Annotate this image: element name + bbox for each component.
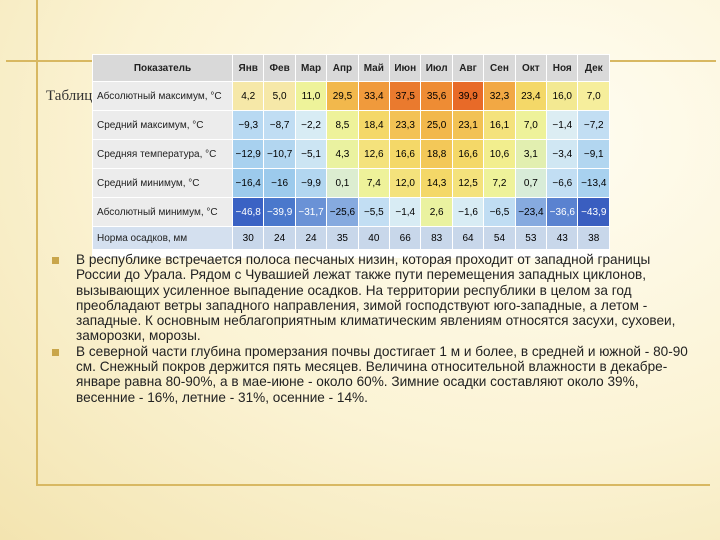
table-cell: −36,6 (547, 198, 578, 227)
table-cell: 7,4 (358, 169, 389, 198)
table-cell: −43,9 (578, 198, 610, 227)
table-cell: 16,0 (547, 82, 578, 111)
header-month: Окт (515, 55, 546, 82)
table-cell: 83 (421, 227, 452, 250)
header-month: Июн (390, 55, 421, 82)
table-cell: −5,1 (295, 140, 326, 169)
table-cell: 53 (515, 227, 546, 250)
bullet-marker (52, 349, 59, 356)
header-month: Ноя (547, 55, 578, 82)
table-cell: 35 (327, 227, 358, 250)
row-label: Средний минимум, °C (93, 169, 233, 198)
table-cell: −23,4 (515, 198, 546, 227)
header-month: Фев (264, 55, 295, 82)
table-row (93, 82, 610, 111)
bullet-text: В республике встречается полоса песчаных низин, которая проходит от западной границы России до Урала. Рядом с Чувашией лежат также пути перемещения западных циклонов, вызывающих усиленное выпадение осадков. На территории республики в целом за год преобладают ветры западного направления, зимой господствуют юго-западные, а летом - западные. К основным неблагоприятным климатическим явлениям относятся засухи, суховеи, заморозки, морозы. (76, 252, 676, 344)
table-cell: −1,4 (390, 198, 421, 227)
bullet-marker (52, 257, 59, 264)
table-row (93, 227, 610, 250)
table-cell: 16,6 (452, 140, 483, 169)
bullet-text: В северной части глубина промерзания почвы достигает 1 м и более, в средней и южной - 80-90 см. Снежный покров держится пять месяцев. Величина относительной влажности в декабре-январе равна 80-90%, а в мае-июне - около 60%. Зимние осадки составляют около 39%, весенние - 16%, летние - 31%, осенние - 14%. (76, 343, 688, 405)
table-cell: 66 (390, 227, 421, 250)
header-month: Янв (233, 55, 264, 82)
table-cell: −3,4 (547, 140, 578, 169)
table-cell: 12,5 (452, 169, 483, 198)
table-cell: 29,5 (327, 82, 358, 111)
table-cell: −9,9 (295, 169, 326, 198)
table-cell: 0,1 (327, 169, 358, 198)
header-indicator: Показатель (93, 55, 233, 82)
table-cell: −12,9 (233, 140, 264, 169)
table-cell: −6,5 (484, 198, 515, 227)
table-cell: 11,0 (295, 82, 326, 111)
table-cell: 30 (233, 227, 264, 250)
table-cell: 14,3 (421, 169, 452, 198)
table-cell: 5,0 (264, 82, 295, 111)
table-cell: 35,6 (421, 82, 452, 111)
table-cell: 40 (358, 227, 389, 250)
table-cell: 4,2 (233, 82, 264, 111)
table-cell: 12,6 (358, 140, 389, 169)
table-cell: 25,0 (421, 111, 452, 140)
table-cell: 18,8 (421, 140, 452, 169)
table-cell: −7,2 (578, 111, 610, 140)
header-month: Авг (452, 55, 483, 82)
table-cell: 16,6 (390, 140, 421, 169)
table-header-row (93, 55, 610, 82)
table-cell: 38 (578, 227, 610, 250)
row-label: Норма осадков, мм (93, 227, 233, 250)
table-cell: −10,7 (264, 140, 295, 169)
table-row (93, 169, 610, 198)
table-cell: 33,4 (358, 82, 389, 111)
table-row (93, 140, 610, 169)
table-cell: 7,0 (515, 111, 546, 140)
table-cell: −16,4 (233, 169, 264, 198)
table-cell: 4,3 (327, 140, 358, 169)
table-cell: 54 (484, 227, 515, 250)
table-cell: 24 (264, 227, 295, 250)
table-cell: 0,7 (515, 169, 546, 198)
climate-table-image (92, 54, 610, 258)
table-cell: −1,6 (452, 198, 483, 227)
table-cell: 7,2 (484, 169, 515, 198)
table-cell: −9,1 (578, 140, 610, 169)
row-label: Абсолютный максимум, °C (93, 82, 233, 111)
row-label: Средняя температура, °C (93, 140, 233, 169)
header-month: Дек (578, 55, 610, 82)
table-cell: −8,7 (264, 111, 295, 140)
table-cell: 23,4 (515, 82, 546, 111)
table-cell: −6,6 (547, 169, 578, 198)
table-cell: −13,4 (578, 169, 610, 198)
table-row (93, 111, 610, 140)
row-label: Средний максимум, °C (93, 111, 233, 140)
table-cell: −2,2 (295, 111, 326, 140)
header-month: Июл (421, 55, 452, 82)
table-cell: −9,3 (233, 111, 264, 140)
table-cell: −39,9 (264, 198, 295, 227)
header-month: Мар (295, 55, 326, 82)
table-cell: 12,0 (390, 169, 421, 198)
climate-table (92, 54, 610, 250)
table-cell: −25,6 (327, 198, 358, 227)
table-cell: 16,1 (484, 111, 515, 140)
frame-bottom-line (36, 484, 710, 486)
table-cell: 32,3 (484, 82, 515, 111)
table-cell: −1,4 (547, 111, 578, 140)
bullet-item (52, 252, 692, 344)
table-caption: Таблиц (46, 88, 93, 104)
table-cell: 10,6 (484, 140, 515, 169)
table-cell: 39,9 (452, 82, 483, 111)
table-cell: −5,5 (358, 198, 389, 227)
table-cell: 23,1 (452, 111, 483, 140)
table-row (93, 198, 610, 227)
table-cell: −31,7 (295, 198, 326, 227)
table-cell: 8,5 (327, 111, 358, 140)
row-label: Абсолютный минимум, °C (93, 198, 233, 227)
table-cell: 7,0 (578, 82, 610, 111)
table-cell: 64 (452, 227, 483, 250)
table-cell: 23,3 (390, 111, 421, 140)
table-cell: 37,5 (390, 82, 421, 111)
table-cell: 3,1 (515, 140, 546, 169)
frame-vertical-line (36, 0, 38, 485)
table-cell: 24 (295, 227, 326, 250)
table-cell: −16 (264, 169, 295, 198)
table-cell: 18,4 (358, 111, 389, 140)
table-cell: 2,6 (421, 198, 452, 227)
header-month: Апр (327, 55, 358, 82)
table-cell: 43 (547, 227, 578, 250)
header-month: Май (358, 55, 389, 82)
header-month: Сен (484, 55, 515, 82)
bullet-item (52, 344, 692, 405)
table-cell: −46,8 (233, 198, 264, 227)
bullet-list (52, 252, 692, 405)
